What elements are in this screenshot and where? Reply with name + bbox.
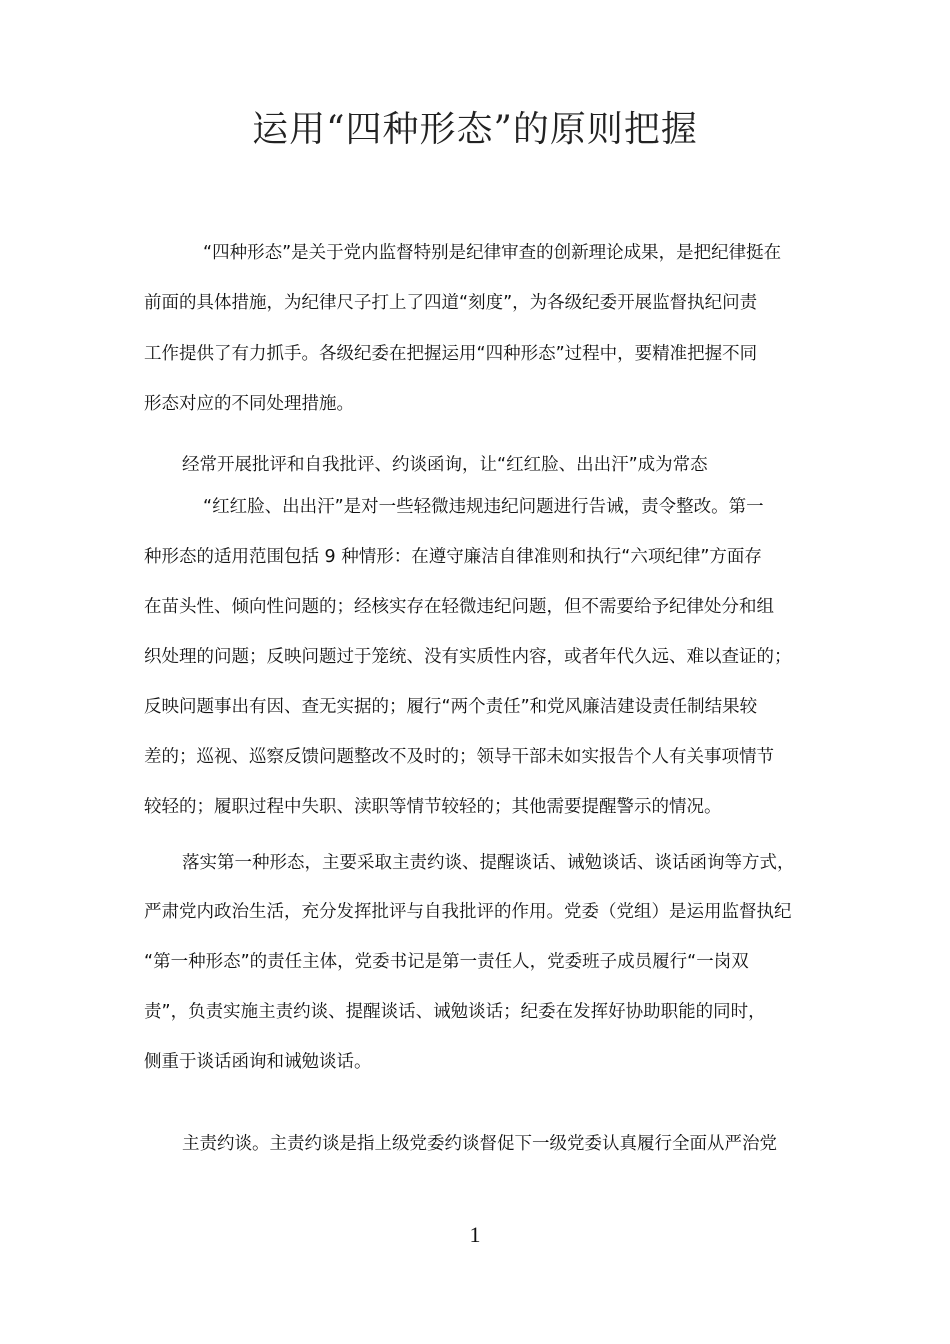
text-line: 前面的具体措施，为纪律尺子打上了四道“刻度”，为各级纪委开展监督执纪问责 bbox=[144, 293, 758, 313]
text-line: 侧重于谈话函询和诫勉谈话。 bbox=[144, 1052, 372, 1072]
text-line: “四种形态”是关于党内监督特别是纪律审查的创新理论成果，是把纪律挺在 bbox=[203, 243, 782, 263]
text-line: “红红脸、出出汗”是对一些轻微违规违纪问题进行告诫，责令整改。第一 bbox=[203, 497, 764, 517]
text-line: 责”，负责实施主责约谈、提醒谈话、诫勉谈话；纪委在发挥好协助职能的同时， bbox=[144, 1002, 766, 1022]
text-line: 在苗头性、倾向性问题的；经核实存在轻微违纪问题，但不需要给予纪律处分和组 bbox=[144, 597, 774, 617]
text-line: 种形态的适用范围包括 9 种情形：在遵守廉洁自律准则和执行“六项纪律”方面存 bbox=[144, 547, 762, 567]
text-line: 落实第一种形态，主要采取主责约谈、提醒谈话、诫勉谈话、谈话函询等方式， bbox=[182, 853, 795, 873]
text-line: 差的；巡视、巡察反馈问题整改不及时的；领导干部未如实报告个人有关事项情节 bbox=[144, 747, 774, 767]
text-line: 主责约谈。主责约谈是指上级党委约谈督促下一级党委认真履行全面从严治党 bbox=[182, 1134, 777, 1154]
text-line: 严肃党内政治生活，充分发挥批评与自我批评的作用。党委（党组）是运用监督执纪 bbox=[144, 902, 792, 922]
text-line: “第一种形态”的责任主体，党委书记是第一责任人，党委班子成员履行“一岗双 bbox=[144, 952, 749, 972]
section-heading: 经常开展批评和自我批评、约谈函询，让“红红脸、出出汗”成为常态 bbox=[182, 455, 708, 475]
text-line: 形态对应的不同处理措施。 bbox=[144, 394, 354, 414]
text-line: 织处理的问题；反映问题过于笼统、没有实质性内容，或者年代久远、难以查证的； bbox=[144, 647, 792, 667]
text-line: 较轻的；履职过程中失职、渎职等情节较轻的；其他需要提醒警示的情况。 bbox=[144, 797, 722, 817]
text-line: 工作提供了有力抓手。各级纪委在把握运用“四种形态”过程中，要精准把握不同 bbox=[144, 344, 758, 364]
page-number: 1 bbox=[469, 1222, 481, 1247]
document-title: 运用“四种形态”的原则把握 bbox=[252, 109, 698, 150]
text-line: 反映问题事出有因、查无实据的；履行“两个责任”和党风廉洁建设责任制结果较 bbox=[144, 697, 758, 717]
